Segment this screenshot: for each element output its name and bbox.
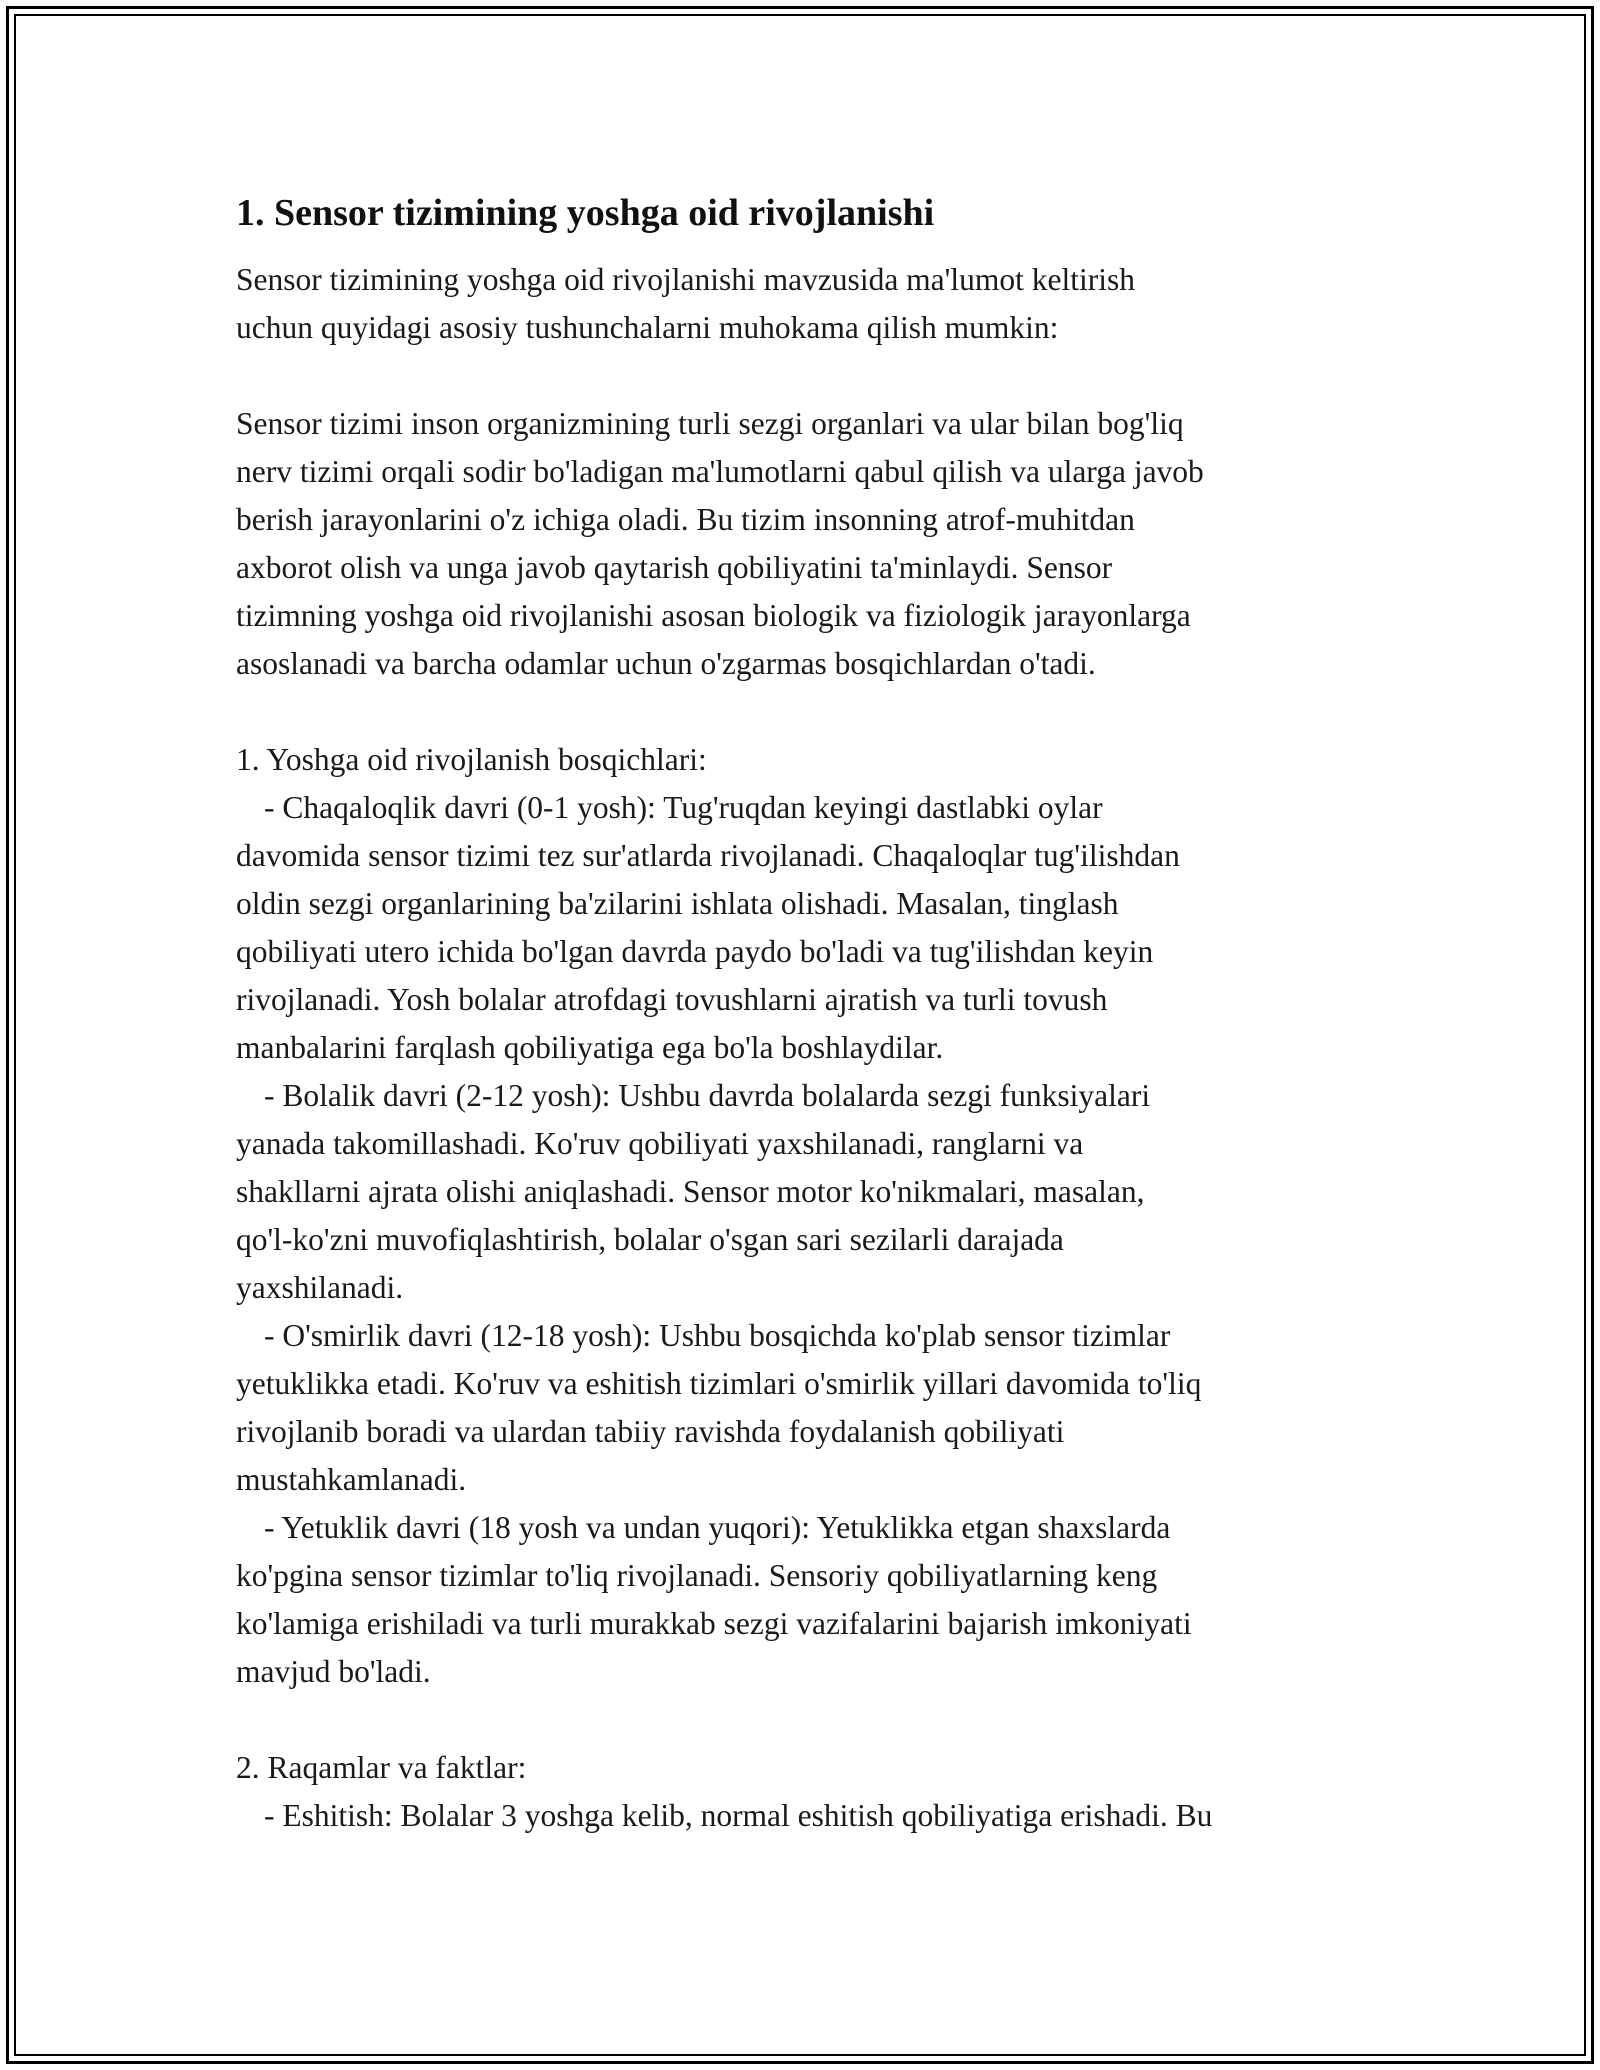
text-line: ko'pgina sensor tizimlar to'liq rivojlanadi. Sensoriy qobiliyatlarning keng xyxy=(236,1558,1158,1593)
text-line: yetuklikka etadi. Ko'ruv va eshitish tizimlari o'smirlik yillari davomida to'liq xyxy=(236,1366,1202,1401)
paragraph-gap xyxy=(236,352,1396,400)
list-item-first-line: - Bolalik davri (2-12 yosh): Ushbu davrda bolalarda sezgi funksiyalari xyxy=(264,1078,1151,1113)
list-item-adolescence xyxy=(236,1312,1396,1504)
section-development-stages xyxy=(236,736,1396,1696)
list-item-first-line: - Chaqaloqlik davri (0-1 yosh): Tug'ruqdan keyingi dastlabki oylar xyxy=(264,790,1103,825)
text-line: ko'lamiga erishiladi va turli murakkab sezgi vazifalarini bajarish imkoniyati xyxy=(236,1606,1192,1641)
text-line: asoslanadi va barcha odamlar uchun o'zgarmas bosqichlardan o'tadi. xyxy=(236,646,1096,681)
text-line: Sensor tizimining yoshga oid rivojlanishi mavzusida ma'lumot keltirish xyxy=(236,262,1135,297)
document-body xyxy=(236,184,1396,1840)
list-item-first-line: - O'smirlik davri (12-18 yosh): Ushbu bosqichda ko'plab sensor tizimlar xyxy=(264,1318,1171,1353)
text-line: oldin sezgi organlarining ba'zilarini ishlata olishadi. Masalan, tinglash xyxy=(236,886,1119,921)
list-item-first-line: - Eshitish: Bolalar 3 yoshga kelib, normal eshitish qobiliyatiga erishadi. Bu xyxy=(264,1798,1213,1833)
text-line: berish jarayonlarini o'z ichiga oladi. Bu tizim insonning atrof-muhitdan xyxy=(236,502,1135,537)
text-line: yanada takomillashadi. Ko'ruv qobiliyati yaxshilanadi, ranglarni va xyxy=(236,1126,1084,1161)
text-line: Sensor tizimi inson organizmining turli sezgi organlari va ular bilan bog'liq xyxy=(236,406,1184,441)
text-line: shakllarni ajrata olishi aniqlashadi. Sensor motor ko'nikmalari, masalan, xyxy=(236,1174,1145,1209)
text-line: manbalarini farqlash qobiliyatiga ega bo'la boshlaydilar. xyxy=(236,1030,944,1065)
text-line: davomida sensor tizimi tez sur'atlarda rivojlanadi. Chaqaloqlar tug'ilishdan xyxy=(236,838,1180,873)
text-line: uchun quyidagi asosiy tushunchalarni muhokama qilish mumkin: xyxy=(236,310,1059,345)
list-item-childhood xyxy=(236,1072,1396,1312)
list-item-hearing xyxy=(236,1792,1396,1840)
section-numbers-facts xyxy=(236,1744,1396,1840)
text-line: rivojlanib boradi va ulardan tabiiy ravishda foydalanish qobiliyati xyxy=(236,1414,1065,1449)
text-line: tizimning yoshga oid rivojlanishi asosan biologik va fiziologik jarayonlarga xyxy=(236,598,1191,633)
paragraph-gap xyxy=(236,688,1396,736)
text-line: qo'l-ko'zni muvofiqlashtirish, bolalar o'sgan sari sezilarli darajada xyxy=(236,1222,1064,1257)
text-line: mustahkamlanadi. xyxy=(236,1462,467,1497)
section-heading: 1. Yoshga oid rivojlanish bosqichlari: xyxy=(236,742,707,777)
definition-paragraph xyxy=(236,400,1396,688)
list-item-first-line: - Yetuklik davri (18 yosh va undan yuqori): Yetuklikka etgan shaxslarda xyxy=(264,1510,1171,1545)
text-line: mavjud bo'ladi. xyxy=(236,1654,431,1689)
intro-paragraph xyxy=(236,256,1396,352)
section-heading: 2. Raqamlar va faktlar: xyxy=(236,1750,527,1785)
list-item-infancy xyxy=(236,784,1396,1072)
text-line: nerv tizimi orqali sodir bo'ladigan ma'lumotlarni qabul qilish va ularga javob xyxy=(236,454,1204,489)
text-line: yaxshilanadi. xyxy=(236,1270,404,1305)
paragraph-gap xyxy=(236,1696,1396,1744)
list-item-adulthood xyxy=(236,1504,1396,1696)
document-title: 1. Sensor tizimining yoshga oid rivojlanishi xyxy=(236,192,935,234)
text-line: rivojlanadi. Yosh bolalar atrofdagi tovushlarni ajratish va turli tovush xyxy=(236,982,1108,1017)
text-line: axborot olish va unga javob qaytarish qobiliyatini ta'minlaydi. Sensor xyxy=(236,550,1113,585)
text-line: qobiliyati utero ichida bo'lgan davrda paydo bo'ladi va tug'ilishdan keyin xyxy=(236,934,1154,969)
